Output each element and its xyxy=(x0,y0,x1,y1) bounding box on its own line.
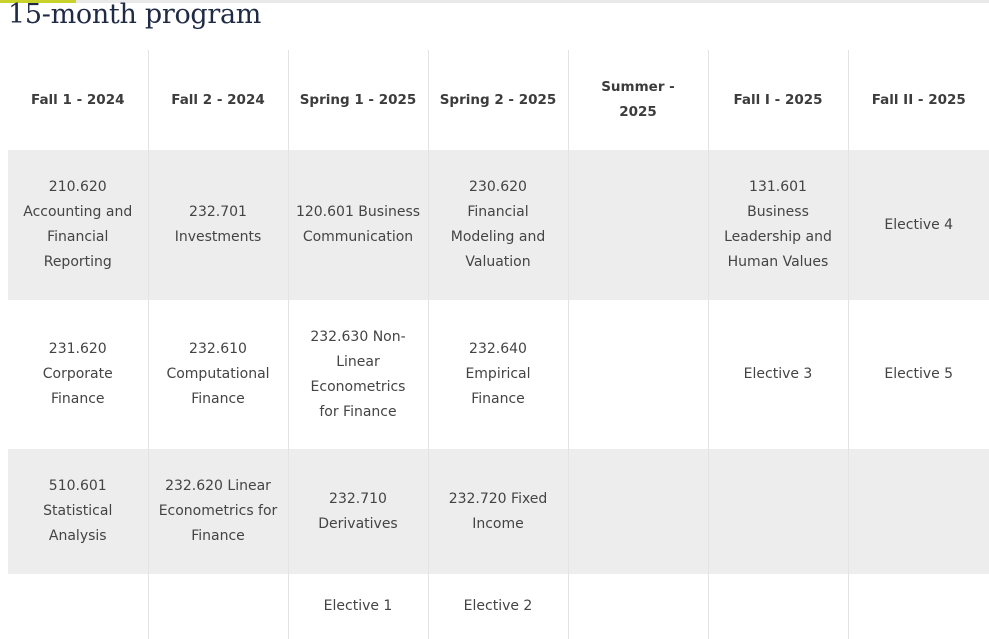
page-title: 15-month program xyxy=(8,0,262,30)
column-header: Spring 2 - 2025 xyxy=(428,50,568,150)
course-cell: 230.620 Financial Modeling and Valuation xyxy=(428,150,568,300)
course-cell: 210.620 Accounting and Financial Reporting xyxy=(8,150,148,300)
course-cell: 131.601 Business Leadership and Human Values xyxy=(708,150,848,300)
column-header: Summer - 2025 xyxy=(568,50,708,150)
course-cell: Elective 5 xyxy=(848,300,989,449)
course-cell xyxy=(568,574,708,639)
course-cell: Elective 3 xyxy=(708,300,848,449)
course-cell xyxy=(148,574,288,639)
course-cell xyxy=(568,150,708,300)
course-cell xyxy=(848,449,989,574)
column-header: Fall I - 2025 xyxy=(708,50,848,150)
course-cell xyxy=(8,574,148,639)
course-cell: Elective 4 xyxy=(848,150,989,300)
course-cell xyxy=(568,449,708,574)
table-row xyxy=(8,449,989,574)
course-cell: 232.640 Empirical Finance xyxy=(428,300,568,449)
program-schedule-table xyxy=(8,50,989,639)
course-cell: Elective 2 xyxy=(428,574,568,639)
course-cell: 232.710 Derivatives xyxy=(288,449,428,574)
column-header: Spring 1 - 2025 xyxy=(288,50,428,150)
course-cell: 232.701 Investments xyxy=(148,150,288,300)
course-cell: 232.620 Linear Econometrics for Finance xyxy=(148,449,288,574)
course-cell: 510.601 Statistical Analysis xyxy=(8,449,148,574)
course-cell: 232.610 Computational Finance xyxy=(148,300,288,449)
table-row xyxy=(8,150,989,300)
table-header-row xyxy=(8,50,989,150)
course-cell xyxy=(568,300,708,449)
course-cell xyxy=(708,574,848,639)
table-row xyxy=(8,574,989,639)
course-cell xyxy=(708,449,848,574)
column-header: Fall II - 2025 xyxy=(871,91,966,108)
table-row xyxy=(8,300,989,449)
course-cell: 232.720 Fixed Income xyxy=(428,449,568,574)
column-header: Fall 2 - 2024 xyxy=(148,50,288,150)
course-cell: 231.620 Corporate Finance xyxy=(8,300,148,449)
course-cell: Elective 1 xyxy=(288,574,428,639)
course-cell: 120.601 Business Communication xyxy=(288,150,428,300)
course-cell xyxy=(848,574,989,639)
column-header: Fall 1 - 2024 xyxy=(8,50,148,150)
course-cell: 232.630 Non-Linear Econometrics for Finance xyxy=(288,300,428,449)
